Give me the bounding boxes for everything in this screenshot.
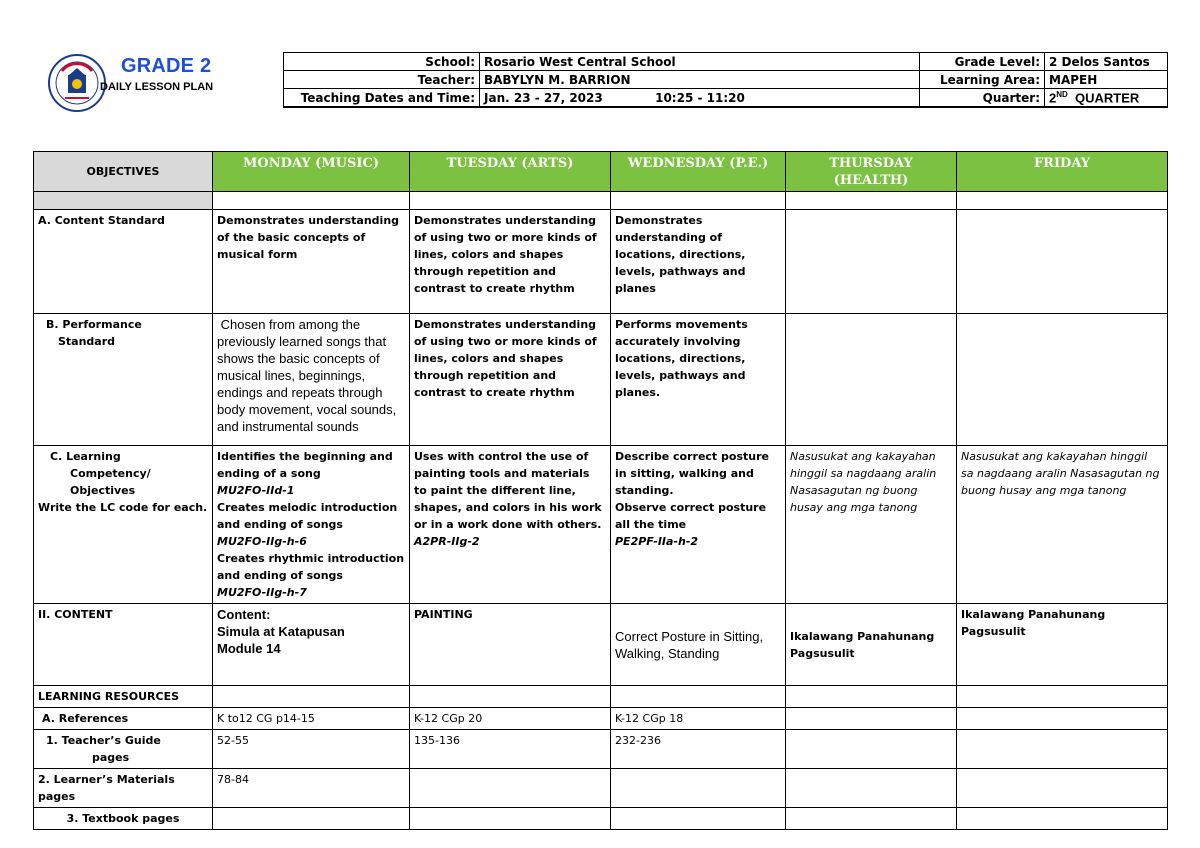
- teaching-dates-label: Teaching Dates and Time:: [284, 89, 480, 108]
- tg-label-line1: 1. Teacher’s Guide: [46, 734, 161, 747]
- quarter-label: Quarter:: [920, 89, 1045, 108]
- lesson-plan-table: [33, 151, 1168, 830]
- competency-tue-code: A2PR-IIg-2: [414, 535, 480, 548]
- grade-level-value: 2 Delos Santos: [1045, 53, 1168, 71]
- performance-standard-tuesday: Demonstrates understanding of using two or more kinds of lines, colors and shapes through repetition and contrast to create rhythm: [410, 314, 611, 446]
- school-label: School:: [284, 53, 480, 71]
- competency-label-line2: Competency/: [70, 467, 151, 480]
- objectives-header: OBJECTIVES: [34, 152, 213, 192]
- grade-title: GRADE 2: [121, 55, 212, 77]
- tg-label-line2: pages: [92, 751, 130, 764]
- references-label: A. References: [34, 708, 213, 730]
- competency-mon-1: Identifies the beginning and ending of a song: [217, 450, 393, 480]
- learning-competency-label: [34, 446, 213, 604]
- spacer-row: [34, 192, 1168, 210]
- performance-standard-monday: Chosen from among the previously learned songs that shows the basic concepts of musical lines, beginnings, endings and repeats through body movement, vocal sounds, and instrumental sounds: [213, 314, 410, 446]
- learners-materials-monday: 78-84: [213, 769, 410, 808]
- references-tuesday: K-12 CGp 20: [410, 708, 611, 730]
- thursday-label: THURSDAY: [829, 156, 913, 171]
- content-mon-3: Module 14: [217, 641, 281, 656]
- learners-materials-label: 2. Learner’s Materials pages: [34, 769, 213, 808]
- school-value: Rosario West Central School: [480, 53, 920, 71]
- performance-standard-wednesday: Performs movements accurately involving locations, directions, levels, pathways and planes.: [611, 314, 786, 446]
- learning-resources-row: [34, 686, 1168, 708]
- content-thursday: Ikalawang Panahunang Pagsusulit: [786, 604, 957, 686]
- textbook-pages-label: 3. Textbook pages: [34, 808, 213, 830]
- content-label: II. CONTENT: [34, 604, 213, 686]
- teacher-label: Teacher:: [284, 71, 480, 89]
- wednesday-header: WEDNESDAY (P.E.): [611, 152, 786, 192]
- day-header-row: [34, 152, 1168, 192]
- competency-mon-code-2: MU2FO-IIg-h-6: [217, 535, 307, 548]
- competency-mon-3: Creates rhythmic introduction and ending of songs: [217, 552, 405, 582]
- content-row: [34, 604, 1168, 686]
- teachers-guide-row: [34, 730, 1168, 769]
- competency-mon-code-1: MU2FO-IId-1: [217, 484, 295, 497]
- teachers-guide-tuesday: 135-136: [410, 730, 611, 769]
- references-monday: K to12 CG p14-15: [213, 708, 410, 730]
- learning-competency-wednesday: [611, 446, 786, 604]
- dates-text: Jan. 23 - 27, 2023: [484, 90, 603, 105]
- competency-tue: Uses with control the use of painting tools and materials to paint the different line, shapes, and colors in his work or in a work done with others.: [414, 450, 602, 531]
- references-row: [34, 708, 1168, 730]
- quarter-number: 2: [1049, 90, 1057, 106]
- competency-wed-1: Describe correct posture in sitting, walking and standing.: [615, 450, 769, 497]
- competency-mon-2: Creates melodic introduction and ending of songs: [217, 501, 398, 531]
- learning-competency-row: [34, 446, 1168, 604]
- content-mon-2: Simula at Katapusan: [217, 624, 345, 639]
- quarter-value: [1045, 89, 1168, 108]
- learning-competency-monday: [213, 446, 410, 604]
- learning-area-value: MAPEH: [1045, 71, 1168, 89]
- competency-label-line4: Write the LC code for each.: [38, 501, 208, 514]
- competency-wed-code: PE2PF-IIa-h-2: [615, 535, 699, 548]
- teachers-guide-label: [34, 730, 213, 769]
- time-text: 10:25 - 11:20: [655, 90, 745, 105]
- quarter-suffix: ND: [1056, 89, 1068, 99]
- content-standard-wednesday: Demonstrates understanding of locations, directions, levels, pathways and planes: [611, 210, 786, 314]
- content-tuesday: PAINTING: [410, 604, 611, 686]
- competency-label-line1: C. Learning: [50, 450, 121, 463]
- grade-level-label: Grade Level:: [920, 53, 1045, 71]
- performance-label-line1: B. Performance: [46, 318, 142, 331]
- content-standard-label: A. Content Standard: [34, 210, 213, 314]
- header-info-table: [283, 52, 1168, 108]
- friday-header: FRIDAY: [957, 152, 1168, 192]
- content-standard-monday: Demonstrates understanding of the basic concepts of musical form: [213, 210, 410, 314]
- teachers-guide-monday: 52-55: [213, 730, 410, 769]
- thursday-header: [786, 152, 957, 192]
- content-mon-1: Content:: [217, 607, 271, 622]
- learning-competency-thursday: Nasusukat ang kakayahan hinggil sa nagdaang aralin Nasasagutan ng buong husay ang mga tanong: [786, 446, 957, 604]
- learning-area-label: Learning Area:: [920, 71, 1045, 89]
- references-wednesday: K-12 CGp 18: [611, 708, 786, 730]
- deped-seal-icon: [48, 54, 106, 112]
- textbook-pages-row: [34, 808, 1168, 830]
- content-standard-tuesday: Demonstrates understanding of using two or more kinds of lines, colors and shapes through repetition and contrast to create rhythm: [410, 210, 611, 314]
- content-monday: [213, 604, 410, 686]
- quarter-word: QUARTER: [1075, 90, 1140, 106]
- teacher-value: BABYLYN M. BARRION: [480, 71, 920, 89]
- learning-resources-label: LEARNING RESOURCES: [34, 686, 213, 708]
- teaching-dates-value: [480, 89, 920, 108]
- performance-standard-label: [34, 314, 213, 446]
- tuesday-header: TUESDAY (ARTS): [410, 152, 611, 192]
- performance-standard-row: [34, 314, 1168, 446]
- content-wednesday: Correct Posture in Sitting, Walking, Standing: [611, 604, 786, 686]
- learners-materials-row: [34, 769, 1168, 808]
- competency-mon-code-3: MU2FO-IIg-h-7: [217, 586, 307, 599]
- thursday-subject: (HEALTH): [833, 173, 909, 188]
- monday-header: MONDAY (MUSIC): [213, 152, 410, 192]
- learning-competency-friday: Nasusukat ang kakayahan hinggil sa nagdaang aralin Nasasagutan ng buong husay ang mga tanong: [957, 446, 1168, 604]
- content-friday: Ikalawang Panahunang Pagsusulit: [957, 604, 1168, 686]
- teachers-guide-wednesday: 232-236: [611, 730, 786, 769]
- learning-competency-tuesday: [410, 446, 611, 604]
- daily-lesson-plan-subtitle: DAILY LESSON PLAN: [100, 81, 214, 93]
- competency-label-line3: Objectives: [70, 484, 136, 497]
- performance-label-line2: Standard: [58, 335, 116, 348]
- competency-wed-2: Observe correct posture all the time: [615, 501, 767, 531]
- content-standard-row: [34, 210, 1168, 314]
